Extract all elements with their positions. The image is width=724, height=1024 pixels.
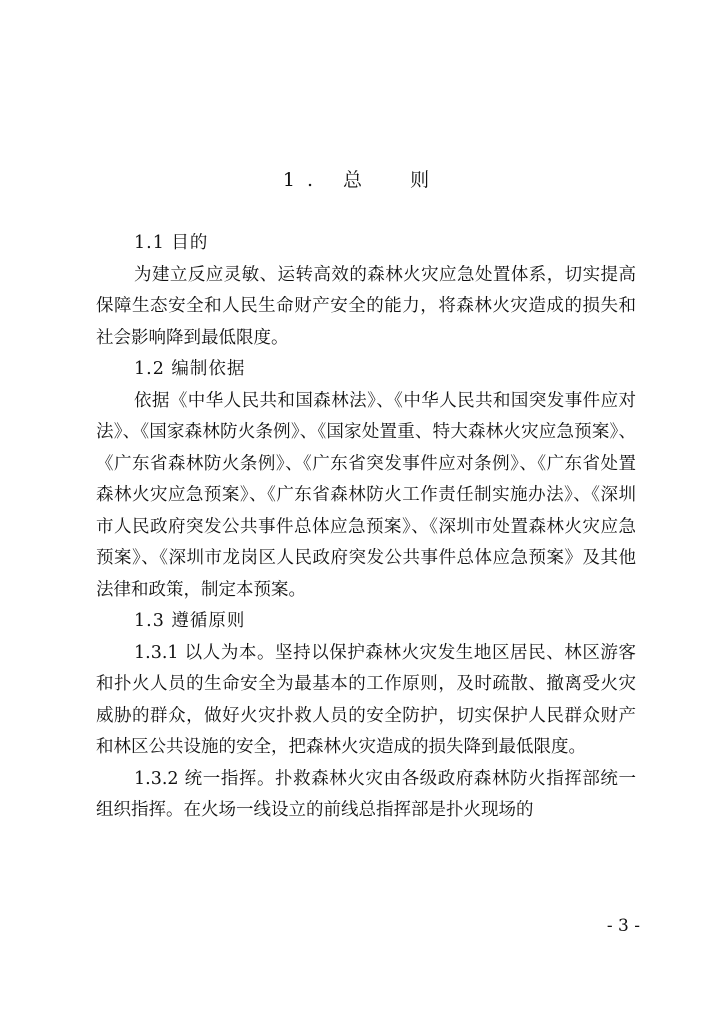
paragraph-principle-2: 1.3.2 统一指挥。扑救森林火灾由各级政府森林防火指挥部统一组织指挥。在火场一线设立的前线总指挥部是扑火现场的	[96, 768, 636, 820]
paragraph-basis: 依据《中华人民共和国森林法》、《中华人民共和国突发事件应对法》、《国家森林防火条例》、《国家处置重、特大森林火灾应急预案》、《广东省森林防火条例》、《广东省突发事件应对条例》、《广东省处置森林火灾应急预案》、《广东省森林防火工作责任制实施办法》、《深圳市人民政府突发公共事件总体应急预案》、《深圳市处置森林火灾应急预案》、《深圳市龙岗区人民政府突发公共事件总体应急预案》及其他法律和政策，制定本预案。	[96, 390, 636, 600]
section-heading-1-2: 1.2 编制依据	[134, 359, 246, 379]
paragraph-principle-1: 1.3.1 以人为本。坚持以保护森林火灾发生地区居民、林区游客和扑火人员的生命安全为最基本的工作原则，及时疏散、撤离受火灾威胁的群众，做好火灾扑救人员的安全防护，切实保护人民群众财产和林区公共设施的安全，把森林火灾造成的损失降到最低限度。	[96, 642, 636, 757]
section-heading-1-1: 1.1 目的	[134, 233, 209, 253]
chapter-title: 1. 总 则	[282, 169, 442, 191]
section-heading-1-3: 1.3 遵循原则	[134, 611, 246, 631]
document-body	[96, 228, 636, 827]
paragraph-purpose: 为建立反应灵敏、运转高效的森林火灾应急处置体系，切实提高保障生态安全和人民生命财产安全的能力，将森林火灾造成的损失和社会影响降到最低限度。	[96, 264, 636, 348]
page-number: - 3 -	[606, 916, 640, 936]
